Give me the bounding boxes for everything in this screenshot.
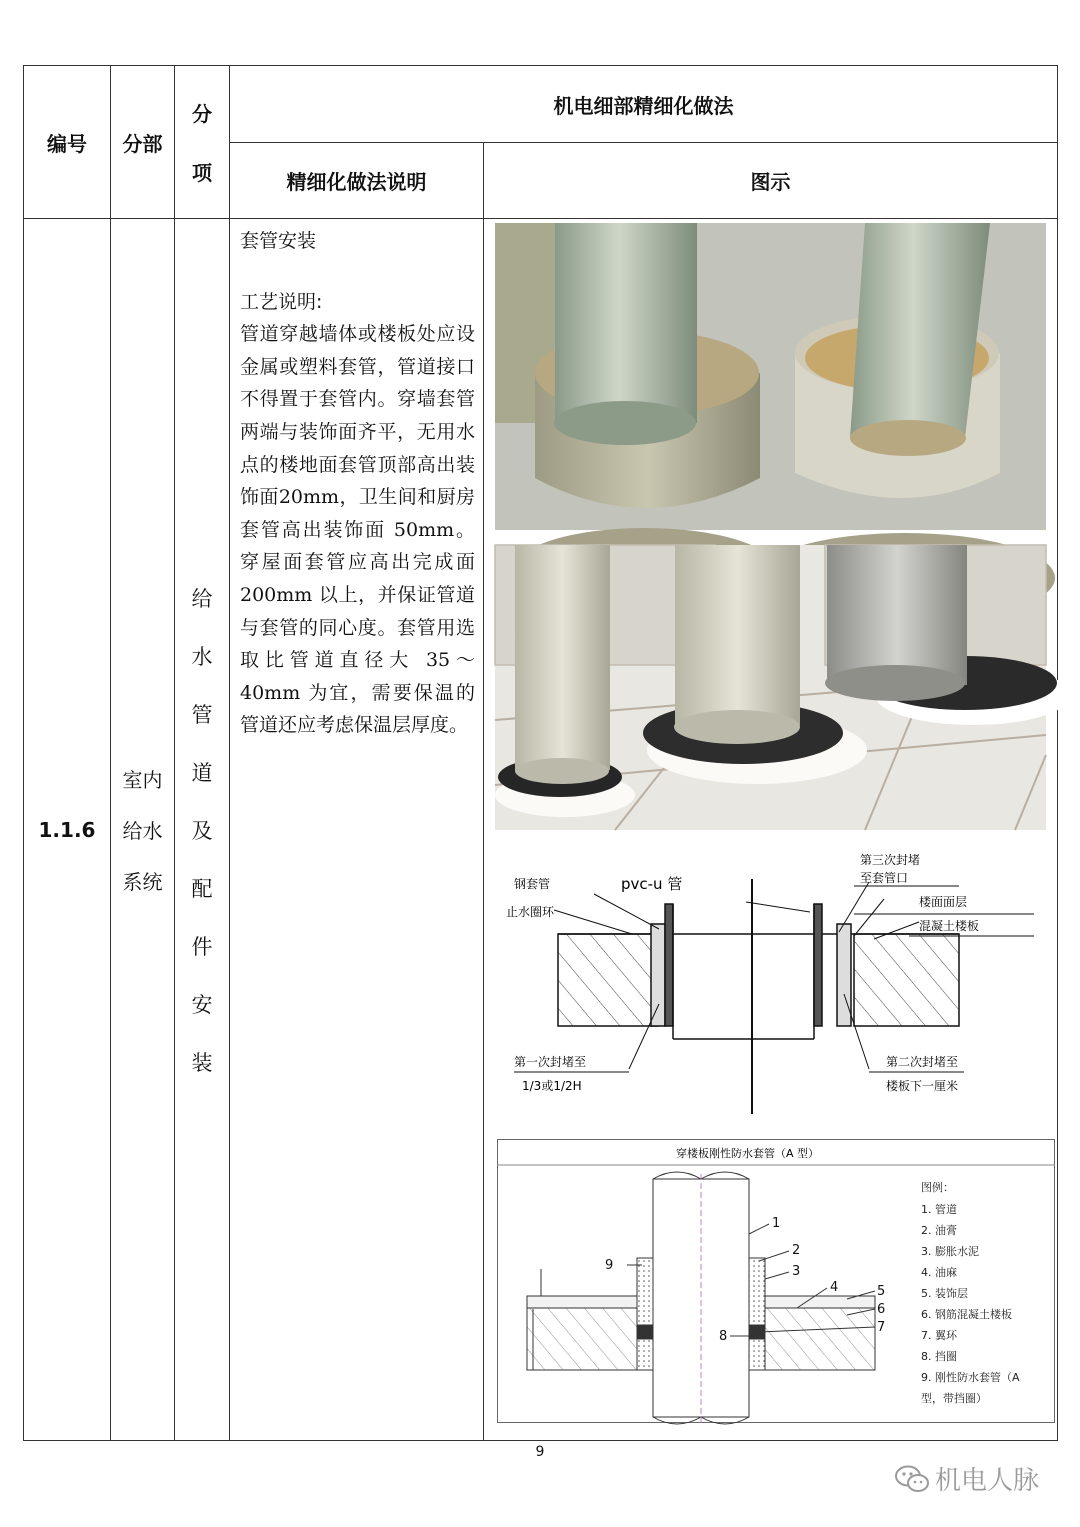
diagram2-title: 穿楼板刚性防水套管（A 型） — [676, 1147, 820, 1160]
callout-9: 9 — [605, 1258, 614, 1273]
wechat-icon — [895, 1465, 929, 1493]
page-number: 9 — [535, 1444, 545, 1460]
item-char: 配 — [191, 876, 213, 901]
label-third-seal-1: 第三次封堵 — [860, 853, 921, 867]
item-char: 水 — [191, 644, 213, 669]
sleeve-sealing-diagram — [506, 844, 1034, 1114]
illustration-cell — [484, 219, 1058, 1441]
header-item-char: 项 — [192, 161, 212, 185]
callout-8: 8 — [719, 1329, 728, 1344]
header-description: 精细化做法说明 — [230, 143, 484, 219]
legend-item: 2. 油膏 — [921, 1224, 957, 1237]
description-text: 管道穿越墙体或楼板处应设金属或塑料套管，管道接口不得置于套管内。穿墙套管两端与装饰面齐平，无用水点的楼地面套管顶部高出装饰面20mm，卫生间和厨房套管高出装饰面 50mm。穿屋面套管应高出完成面 200mm 以上，并保证管道与套管的同心度。套管用选取比管道直径大 35～40mm 为宜，需要保温的管道还应考虑保温层厚度。 — [240, 323, 475, 737]
callout-5: 5 — [877, 1284, 886, 1299]
item-char: 管 — [191, 702, 213, 727]
craft-label: 工艺说明: — [240, 290, 323, 313]
legend-item: 8. 挡圈 — [921, 1350, 957, 1363]
row-number: 1.1.6 — [24, 219, 111, 1441]
legend-item: 3. 膨胀水泥 — [921, 1245, 979, 1258]
label-third-seal-2: 至套管口 — [860, 871, 909, 885]
legend-item: 5. 装饰层 — [921, 1287, 968, 1300]
header-item-char: 分 — [192, 102, 212, 126]
watermark-text: 机电人脉 — [935, 1466, 1040, 1496]
row-item — [175, 219, 230, 1441]
header-number: 编号 — [24, 66, 111, 219]
item-char: 装 — [191, 1050, 213, 1075]
description-title: 套管安装 — [240, 230, 317, 252]
row-division — [111, 219, 175, 1441]
header-division: 分部 — [111, 66, 175, 219]
legend-item: 4. 油麻 — [921, 1266, 957, 1279]
label-concrete-slab: 混凝土楼板 — [919, 919, 980, 933]
item-char: 给 — [191, 586, 213, 611]
pipe-sleeve-photo-2 — [495, 545, 1046, 830]
legend-title: 图例： — [921, 1181, 954, 1194]
label-first-seal-2: 1/3或1/2H — [522, 1079, 582, 1093]
callout-7: 7 — [877, 1320, 886, 1335]
legend-item: 7. 翼环 — [921, 1329, 957, 1342]
legend-item: 9. 刚性防水套管（A — [921, 1371, 1020, 1384]
callout-1: 1 — [772, 1216, 781, 1231]
callout-2: 2 — [792, 1243, 801, 1258]
division-line: 室内 — [122, 768, 163, 792]
legend-item: 型，带挡圈） — [921, 1392, 987, 1405]
description-cell — [230, 219, 484, 1441]
section-title: 机电细部精细化做法 — [230, 66, 1058, 143]
header-item — [175, 66, 230, 219]
item-char: 件 — [191, 934, 213, 959]
item-char: 安 — [191, 992, 213, 1017]
legend-item: 6. 钢筋混凝土楼板 — [921, 1308, 1012, 1321]
division-line: 系统 — [122, 870, 163, 894]
header-illustration: 图示 — [484, 143, 1058, 219]
callout-6: 6 — [877, 1302, 886, 1317]
item-char: 道 — [191, 760, 213, 785]
item-char: 及 — [191, 818, 213, 843]
label-second-seal-1: 第二次封堵至 — [886, 1055, 959, 1069]
legend-item: 1. 管道 — [921, 1203, 957, 1216]
label-water-ring: 止水圈环 — [506, 905, 555, 919]
label-first-seal-1: 第一次封堵至 — [514, 1055, 587, 1069]
division-line: 给水 — [122, 819, 163, 843]
watermark — [895, 1460, 1039, 1497]
callout-3: 3 — [792, 1264, 801, 1279]
pipe-sleeve-photo-1 — [495, 223, 1046, 530]
callout-4: 4 — [830, 1280, 839, 1295]
label-floor-surface: 楼面面层 — [919, 895, 968, 909]
label-second-seal-2: 楼板下一厘米 — [886, 1079, 959, 1093]
rigid-waterproof-sleeve-diagram — [497, 1139, 1055, 1423]
label-steel-sleeve: 钢套管 — [514, 877, 551, 891]
label-pvc-pipe: pvc-u 管 — [621, 875, 683, 893]
detail-table — [23, 65, 1058, 1441]
